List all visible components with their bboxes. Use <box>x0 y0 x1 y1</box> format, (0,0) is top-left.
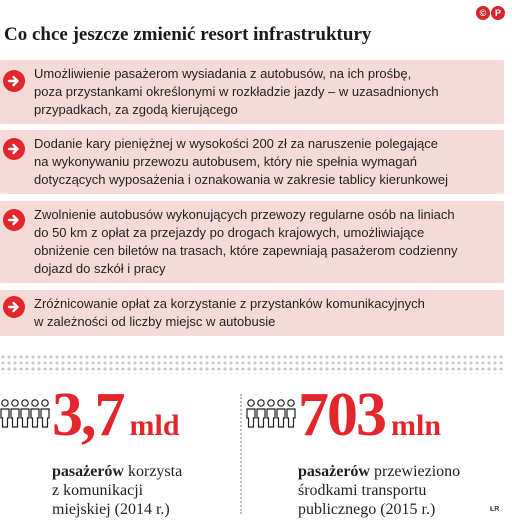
item-text <box>34 65 498 119</box>
item-line: Zwolnienie autobusów wykonujących przewozy regularne osób na liniach <box>34 207 455 222</box>
stat-block <box>0 380 236 520</box>
item-line: obniżenie cen biletów na trasach, które zapewniają pasażerom codzienny <box>34 243 458 258</box>
arrow-right-icon <box>3 296 25 318</box>
arrow-right-icon <box>3 209 25 231</box>
stat-unit: mld <box>129 409 180 442</box>
list-item <box>0 201 504 283</box>
publisher-logo <box>476 6 505 20</box>
arrow-right-icon <box>3 70 25 92</box>
item-line: Zróżnicowanie opłat za korzystanie z przystanków komunikacyjnych <box>34 296 425 311</box>
stat-desc-line: z komunikacji <box>52 482 144 499</box>
list-item <box>0 130 504 194</box>
author-credit: ŁR <box>490 506 500 513</box>
item-line: Dodanie kary pieniężnej w wysokości 200 zł za naruszenie polegające <box>34 136 438 151</box>
item-line: poza przystankami określonymi w rozkładzie jazdy – w uzasadnionych <box>34 84 439 99</box>
arrow-right-icon <box>3 138 25 160</box>
stat-value <box>52 380 180 451</box>
stat-desc-rest: korzysta <box>123 463 183 480</box>
stat-block <box>246 380 486 520</box>
page-title: Co chce jeszcze zmienić resort infrastruktury <box>4 24 372 45</box>
stat-number: 703 <box>298 381 385 449</box>
vertical-divider <box>240 394 242 514</box>
stat-number: 3,7 <box>52 381 124 449</box>
list-item <box>0 60 504 124</box>
logo-c: © <box>476 6 490 20</box>
people-icon <box>0 398 50 428</box>
stat-value <box>298 380 441 451</box>
stat-description <box>298 462 460 519</box>
list-item <box>0 290 504 336</box>
stat-desc-line: środkami transportu <box>298 482 427 499</box>
stat-desc-rest: przewieziono <box>369 463 461 480</box>
item-line: do 50 km z opłat za przejazdy po drogach krajowych, umożliwiające <box>34 225 425 240</box>
item-line: Umożliwienie pasażerom wysiadania z autobusów, na ich prośbę, <box>34 66 412 81</box>
stat-desc-line: miejskiej (2014 r.) <box>52 501 170 518</box>
item-text <box>34 295 498 331</box>
item-line: dojazd do szkół i pracy <box>34 261 166 276</box>
stat-description <box>52 462 182 519</box>
item-line: przypadkach, za zgodą kierującego <box>34 102 238 117</box>
dotted-separator <box>0 354 504 374</box>
stat-unit: mln <box>391 409 442 442</box>
people-icon <box>246 398 296 428</box>
stat-desc-line: publicznego (2015 r.) <box>298 501 436 518</box>
item-line: na wykonywaniu przewozu autobusem, który nie spełnia wymagań <box>34 154 417 169</box>
item-text <box>34 135 498 189</box>
stat-desc-bold: pasażerów <box>52 463 124 480</box>
logo-p: P <box>491 6 505 20</box>
item-text <box>34 206 498 278</box>
item-line: dotyczących wyposażenia i oznakowania w zakresie tablicy kierunkowej <box>34 172 449 187</box>
stat-desc-bold: pasażerów <box>298 463 370 480</box>
item-line: w zależności od liczby miejsc w autobusie <box>34 314 276 329</box>
